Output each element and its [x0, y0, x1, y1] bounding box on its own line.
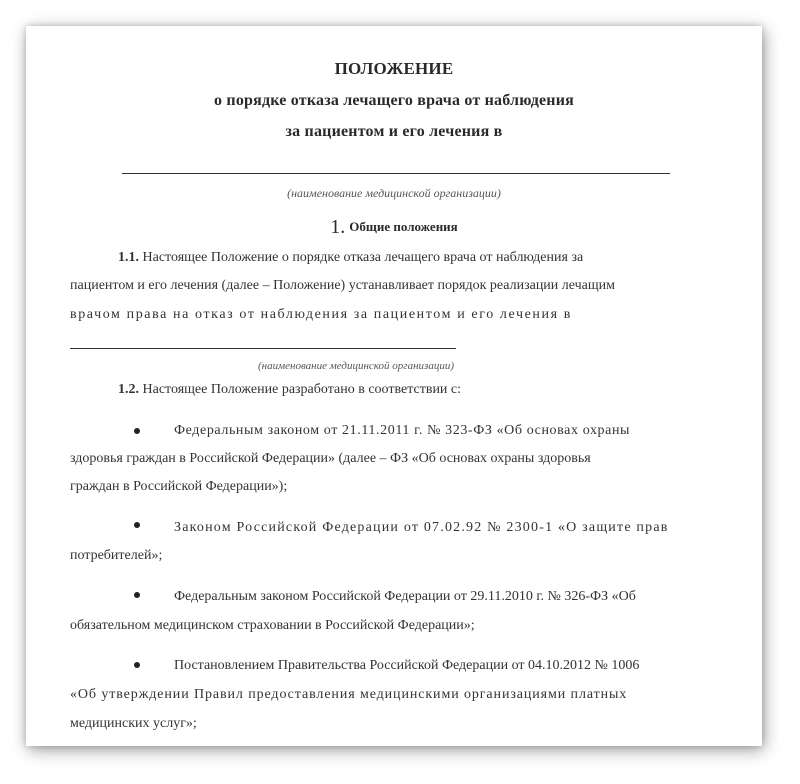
p1-2-line [118, 382, 461, 398]
document-subtitle-line1: о порядке отказа лечащего врача от наблюдения [214, 92, 574, 109]
bullet-1-line2: здоровья граждан в Российской Федерации» (далее – ФЗ «Об основах охраны здоровья [70, 451, 591, 466]
bullet-4-line1: Постановлением Правительства Российской Федерации от 04.10.2012 № 1006 [174, 658, 640, 673]
bullet-4-line3: медицинских услуг»; [70, 716, 197, 731]
p1-1-line2: пациентом и его лечения (далее – Положение) устанавливает порядок реализации лечащим [70, 278, 616, 293]
p1-2-label: 1.2. [118, 382, 139, 397]
p1-1-blank-line [70, 348, 456, 349]
bullet-4-line2: «Об утверждении Правил предоставления медицинскими организациями платных [70, 687, 628, 702]
bullet-2-line2: потребителей»; [70, 548, 163, 563]
org-name-caption: (наименование медицинской организации) [287, 186, 501, 200]
section-1-title: Общие положения [349, 219, 458, 234]
bullet-2-line1: Законом Российской Федерации от 07.02.92 № 2300-1 «О защите прав [174, 520, 669, 535]
p1-1-caption: (наименование медицинской организации) [258, 360, 454, 372]
bullet-4-dot [134, 662, 140, 668]
p1-1-line1-text: Настоящее Положение о порядке отказа лечащего врача от наблюдения за [142, 250, 584, 265]
bullet-3-dot [134, 592, 140, 598]
p1-1-line1 [118, 250, 718, 266]
document-title: ПОЛОЖЕНИЕ [334, 59, 454, 78]
org-name-blank-line [122, 173, 670, 174]
p1-1-label: 1.1. [118, 250, 139, 265]
section-1-heading [26, 216, 762, 239]
bullet-1-line3: граждан в Российской Федерации»); [70, 479, 288, 494]
section-1-number: 1. [330, 216, 346, 238]
document-body [26, 26, 762, 746]
bullet-1-line1: Федеральным законом от 21.11.2011 г. № 323-ФЗ «Об основах охраны [174, 423, 631, 438]
bullet-2-dot [134, 522, 140, 528]
bullet-3-line2: обязательном медицинском страховании в Российской Федерации»; [70, 618, 475, 633]
bullet-3-line1: Федеральным законом Российской Федерации от 29.11.2010 г. № 326-ФЗ «Об [174, 589, 636, 604]
document-subtitle-line2: за пациентом и его лечения в [285, 123, 503, 140]
p1-1-line3: врачом права на отказ от наблюдения за пациентом и его лечения в [70, 307, 572, 322]
p1-2-text: Настоящее Положение разработано в соответствии с: [142, 382, 462, 397]
bullet-1-dot [134, 428, 140, 434]
document-page [26, 26, 762, 746]
